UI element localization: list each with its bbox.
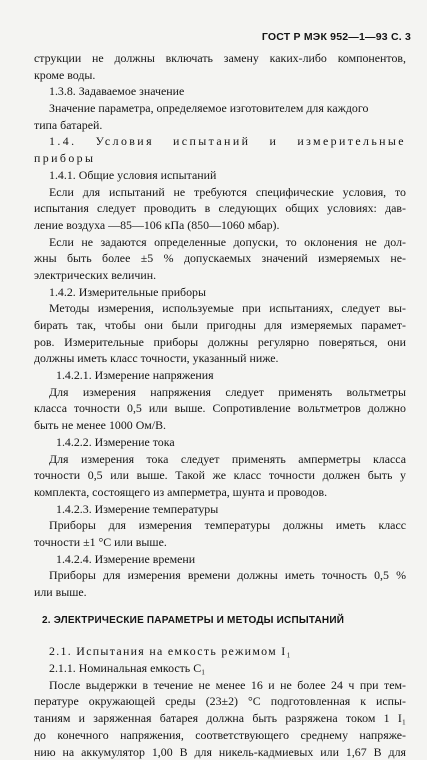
text-line: испытания следует проводить в следующих общих условиях: дав- xyxy=(34,200,406,217)
text-line: класса точности 0,5 или выше. Сопротивление вольтметров должно xyxy=(34,400,406,417)
clause-heading: 1.4.2.2. Измерение тока xyxy=(34,434,406,451)
page-header: ГОСТ Р МЭК 952—1—93 С. 3 xyxy=(262,31,411,43)
text-line: Для измерения тока следует применять амперметры класса xyxy=(34,451,406,468)
clause-heading: 1.4.2.1. Измерение напряжения xyxy=(34,367,406,384)
text-line: типа батарей. xyxy=(34,117,406,134)
clause-heading: 1.3.8. Задаваемое значение xyxy=(34,83,406,100)
clause-heading: 1.4.2.4. Измерение времени xyxy=(34,551,406,568)
text-line: таниям и заряженная батарея должна быть разряжена током 1 I₁ xyxy=(34,710,406,727)
text-line: Методы измерения, используемые при испытаниях, следует вы- xyxy=(34,300,406,317)
clause-heading: 1.4.1. Общие условия испытаний xyxy=(34,167,406,184)
text-line: Приборы для измерения времени должны иметь точность 0,5 % xyxy=(34,567,406,584)
text-line: Если для испытаний не требуются специфические условия, то xyxy=(34,184,406,201)
text-line: Если не задаются определенные допуски, то оклонения не дол- xyxy=(34,234,406,251)
text-line: Значение параметра, определяемое изготовителем для каждого xyxy=(34,100,406,117)
text-line: Приборы для измерения температуры должны иметь класс xyxy=(34,517,406,534)
text-line: точности 0,5 или выше. Такой же класс точности должен быть у xyxy=(34,467,406,484)
text-line: или выше. xyxy=(34,584,406,601)
chapter-heading: 2. ЭЛЕКТРИЧЕСКИЕ ПАРАМЕТРЫ И МЕТОДЫ ИСПЫТАНИЙ xyxy=(34,613,406,630)
section-title: 1.4. Условия испытаний и измерительные xyxy=(34,133,406,150)
text-line: ров. Измерительные приборы должны регулярно поверяться, они xyxy=(34,334,406,351)
test-section-heading: 2.1. Испытания на емкость режимом I₁ xyxy=(34,643,406,660)
text-line: бирать так, чтобы они были пригодны для измеряемых парамет- xyxy=(34,317,406,334)
clause-heading: 1.4.2.3. Измерение температуры xyxy=(34,501,406,518)
text-line: Для измерения напряжения следует применять вольтметры xyxy=(34,384,406,401)
text-line: электрических величин. xyxy=(34,267,406,284)
text-line: точности ±1 °С или выше. xyxy=(34,534,406,551)
clause-heading: 2.1.1. Номинальная емкость C₁ xyxy=(34,660,406,677)
text-line: должны иметь класс точности, указанный ниже. xyxy=(34,350,406,367)
section-title: приборы xyxy=(34,150,406,167)
text-line: быть не менее 1000 Ом/В. xyxy=(34,417,406,434)
text-line: нию на аккумулятор 1,00 В для никель-кадмиевых или 1,67 В для xyxy=(34,744,406,760)
text-line: жны быть более ±5 % допускаемых значений измеряемых не- xyxy=(34,250,406,267)
text-line: до конечного напряжения, соответствующего среднему напряже- xyxy=(34,727,406,744)
text-line: пературе окружающей среды (23±2) °С подготовленная к испы- xyxy=(34,693,406,710)
document-body xyxy=(34,50,406,760)
text-line: кроме воды. xyxy=(34,67,406,84)
text-line: комплекта, состоящего из амперметра, шунта и проводов. xyxy=(34,484,406,501)
text-line: струкции не должны включать замену каких-либо компонентов, xyxy=(34,50,406,67)
text-line: После выдержки в течение не менее 16 и не более 24 ч при тем- xyxy=(34,677,406,694)
text-line: ление воздуха —85—106 кПа (850—1060 мбар). xyxy=(34,217,406,234)
clause-heading: 1.4.2. Измерительные приборы xyxy=(34,284,406,301)
